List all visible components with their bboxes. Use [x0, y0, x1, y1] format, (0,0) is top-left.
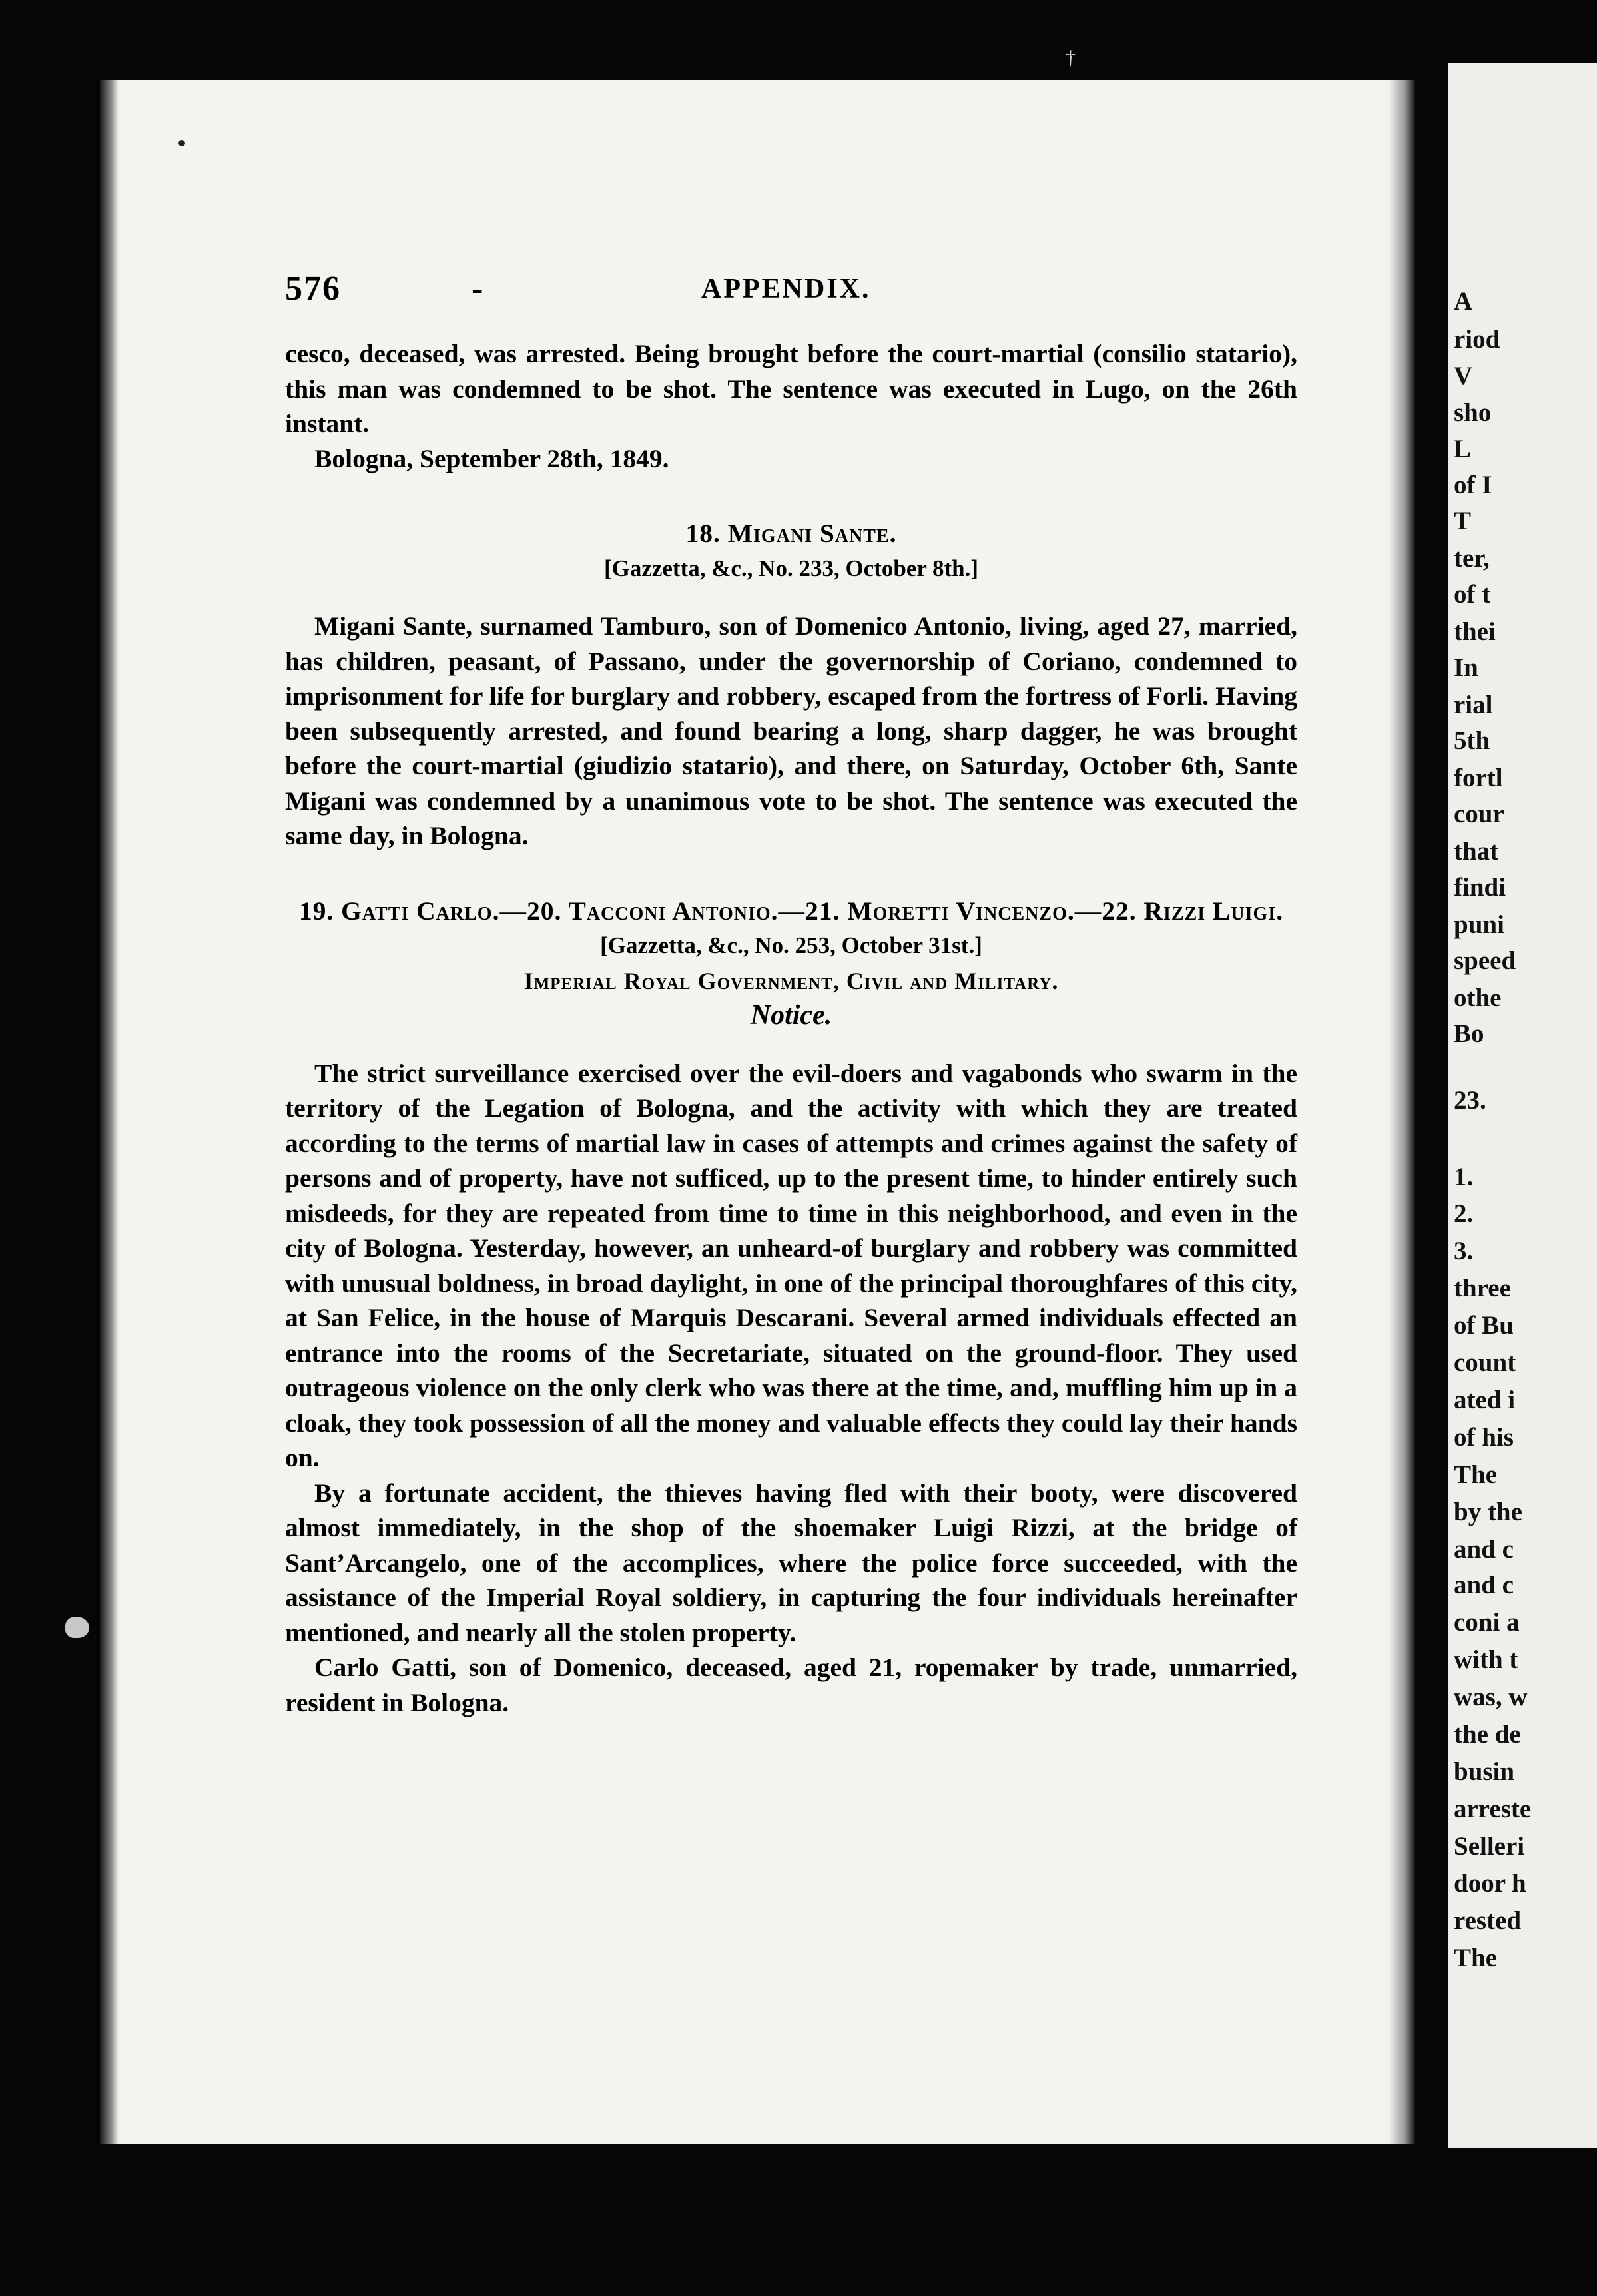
adjacent-page-line: cour	[1454, 800, 1504, 828]
adjacent-page-line: three	[1454, 1274, 1511, 1302]
dateline: Bologna, September 28th, 1849.	[314, 443, 669, 473]
adjacent-page-line: count	[1454, 1348, 1516, 1377]
header-dash: -	[472, 270, 483, 308]
section-18-source: [Gazzetta, &c., No. 233, October 8th.]	[603, 555, 979, 581]
section-18-paragraph: Migani Sante, surnamed Tamburo, son of Domenico Antonio, living, aged 27, married, has children, peasant, of Passano, under the governorship of Coriano, condemned to imprisonment for life for burglary and robbery, escaped from the fortress of Forli. Having been subsequently arrested, and found bearing a long, sharp dagger, he was brought before the court-martial (giudizio statario), and there, on Saturday, October 6th, Sante Migani was condemned by a unanimous vote to be shot. The sentence was executed the same day, in Bologna.	[285, 611, 1297, 850]
adjacent-page-line: The	[1454, 1944, 1498, 1972]
adjacent-page-line: Bo	[1454, 1019, 1484, 1048]
adjacent-page-line: riod	[1454, 325, 1500, 354]
page-gutter-shadow-left	[100, 80, 119, 2144]
adjacent-page-line: The	[1454, 1460, 1498, 1489]
scan-smudge	[65, 1617, 89, 1638]
page-gutter-shadow-right	[1389, 80, 1415, 2144]
adjacent-page-line: A	[1454, 287, 1473, 316]
adjacent-page-line: ated i	[1454, 1386, 1516, 1414]
adjacent-page-line: thei	[1454, 617, 1496, 646]
adjacent-page-line: and c	[1454, 1535, 1514, 1564]
adjacent-page-line: T	[1454, 507, 1472, 535]
section-19-source: [Gazzetta, &c., No. 253, October 31st.]	[600, 932, 982, 958]
adjacent-page-line: sho	[1454, 398, 1492, 427]
adjacent-page-line: the de	[1454, 1720, 1521, 1749]
running-head: APPENDIX.	[701, 274, 871, 304]
adjacent-page-line: fortl	[1454, 764, 1503, 792]
page-header	[285, 269, 1277, 316]
adjacent-page-line: of his	[1454, 1423, 1514, 1452]
adjacent-page-line: puni	[1454, 910, 1504, 939]
adjacent-page-line: was, w	[1454, 1683, 1528, 1711]
adjacent-page-fragment	[1448, 63, 1597, 2148]
notice-paragraph-2: By a fortunate accident, the thieves having fled with their booty, were discovered almost immediately, in the shop of the shoemaker Luigi Rizzi, at the bridge of Sant’Arcangelo, one of the accomplices, where the police force succeeded, with the assistance of the Imperial Royal soldiery, in capturing the four individuals hereinafter mentioned, and nearly all the stolen property.	[285, 1478, 1297, 1647]
paragraph-continuation: cesco, deceased, was arrested. Being brought before the court-martial (consilio statario), this man was condemned to be shot. The sentence was executed in Lugo, on the 26th instant.	[285, 339, 1297, 438]
adjacent-page-line: arreste	[1454, 1795, 1532, 1823]
adjacent-page-line: and c	[1454, 1571, 1514, 1599]
ink-speck	[178, 140, 185, 146]
notice-heading: Notice.	[750, 1000, 832, 1031]
adjacent-page-line: othe	[1454, 984, 1502, 1012]
adjacent-page-line: of Bu	[1454, 1311, 1514, 1340]
adjacent-page-line: by the	[1454, 1498, 1522, 1526]
top-mark: †	[1066, 47, 1076, 69]
adjacent-page-line: 2.	[1454, 1199, 1474, 1228]
adjacent-page-line: V	[1454, 362, 1473, 390]
adjacent-page-line: coni a	[1454, 1608, 1520, 1637]
adjacent-page-line: of t	[1454, 580, 1491, 609]
adjacent-page-line: 1.	[1454, 1163, 1474, 1191]
adjacent-page-line: L	[1454, 435, 1472, 463]
adjacent-page-line: 23.	[1454, 1086, 1486, 1115]
notice-paragraph-1: The strict surveillance exercised over the evil-doers and vagabonds who swarm in the territory of the Legation of Bologna, and the activity with which they are treated according to the terms of martial law in cases of attempts and crimes against the safety of persons and of property, have not sufficed, up to the present time, to hinder entirely such misdeeds, for they are repeated from time to time in this neighborhood, and even in the city of Bologna. Yesterday, however, an unheard-of burglary and robbery was committed with unusual boldness, in broad daylight, in one of the principal thoroughfares of this city, at San Felice, in the house of Marquis Descarani. Several armed individuals effected an entrance into the rooms of the Secretariate, situated on the ground-floor. They used outrageous violence on the only clerk who was there at the time, and, muffling him up in a cloak, they took possession of all the money and valuable effects they could lay their hands on.	[285, 1058, 1297, 1472]
adjacent-page-line: 5th	[1454, 726, 1490, 755]
adjacent-page-line: Selleri	[1454, 1832, 1525, 1861]
adjacent-page-line: of I	[1454, 471, 1492, 499]
section-19-title: 19. Gatti Carlo.—20. Tacconi Antonio.—21. Moretti Vincenzo.—22. Rizzi Luigi.	[298, 896, 1284, 926]
adjacent-page-line: that	[1454, 837, 1499, 866]
adjacent-page-line: 3.	[1454, 1237, 1474, 1265]
adjacent-page-line: speed	[1454, 946, 1516, 975]
adjacent-page-line: findi	[1454, 873, 1506, 902]
adjacent-page-line: rested	[1454, 1906, 1522, 1935]
page-body	[285, 336, 1297, 1720]
adjacent-page-line: busin	[1454, 1757, 1515, 1786]
page-number: 576	[285, 270, 341, 308]
adjacent-page-line: In	[1454, 653, 1478, 682]
adjacent-page-line: door h	[1454, 1869, 1526, 1898]
government-heading: Imperial Royal Government, Civil and Military.	[523, 967, 1059, 994]
adjacent-page-line: rial	[1454, 691, 1493, 719]
notice-paragraph-3: Carlo Gatti, son of Domenico, deceased, aged 21, ropemaker by trade, unmarried, resident in Bologna.	[285, 1653, 1297, 1717]
section-18-title: 18. Migani Sante.	[685, 519, 897, 548]
adjacent-page-line: with t	[1454, 1645, 1518, 1674]
adjacent-page-line: ter,	[1454, 544, 1490, 573]
